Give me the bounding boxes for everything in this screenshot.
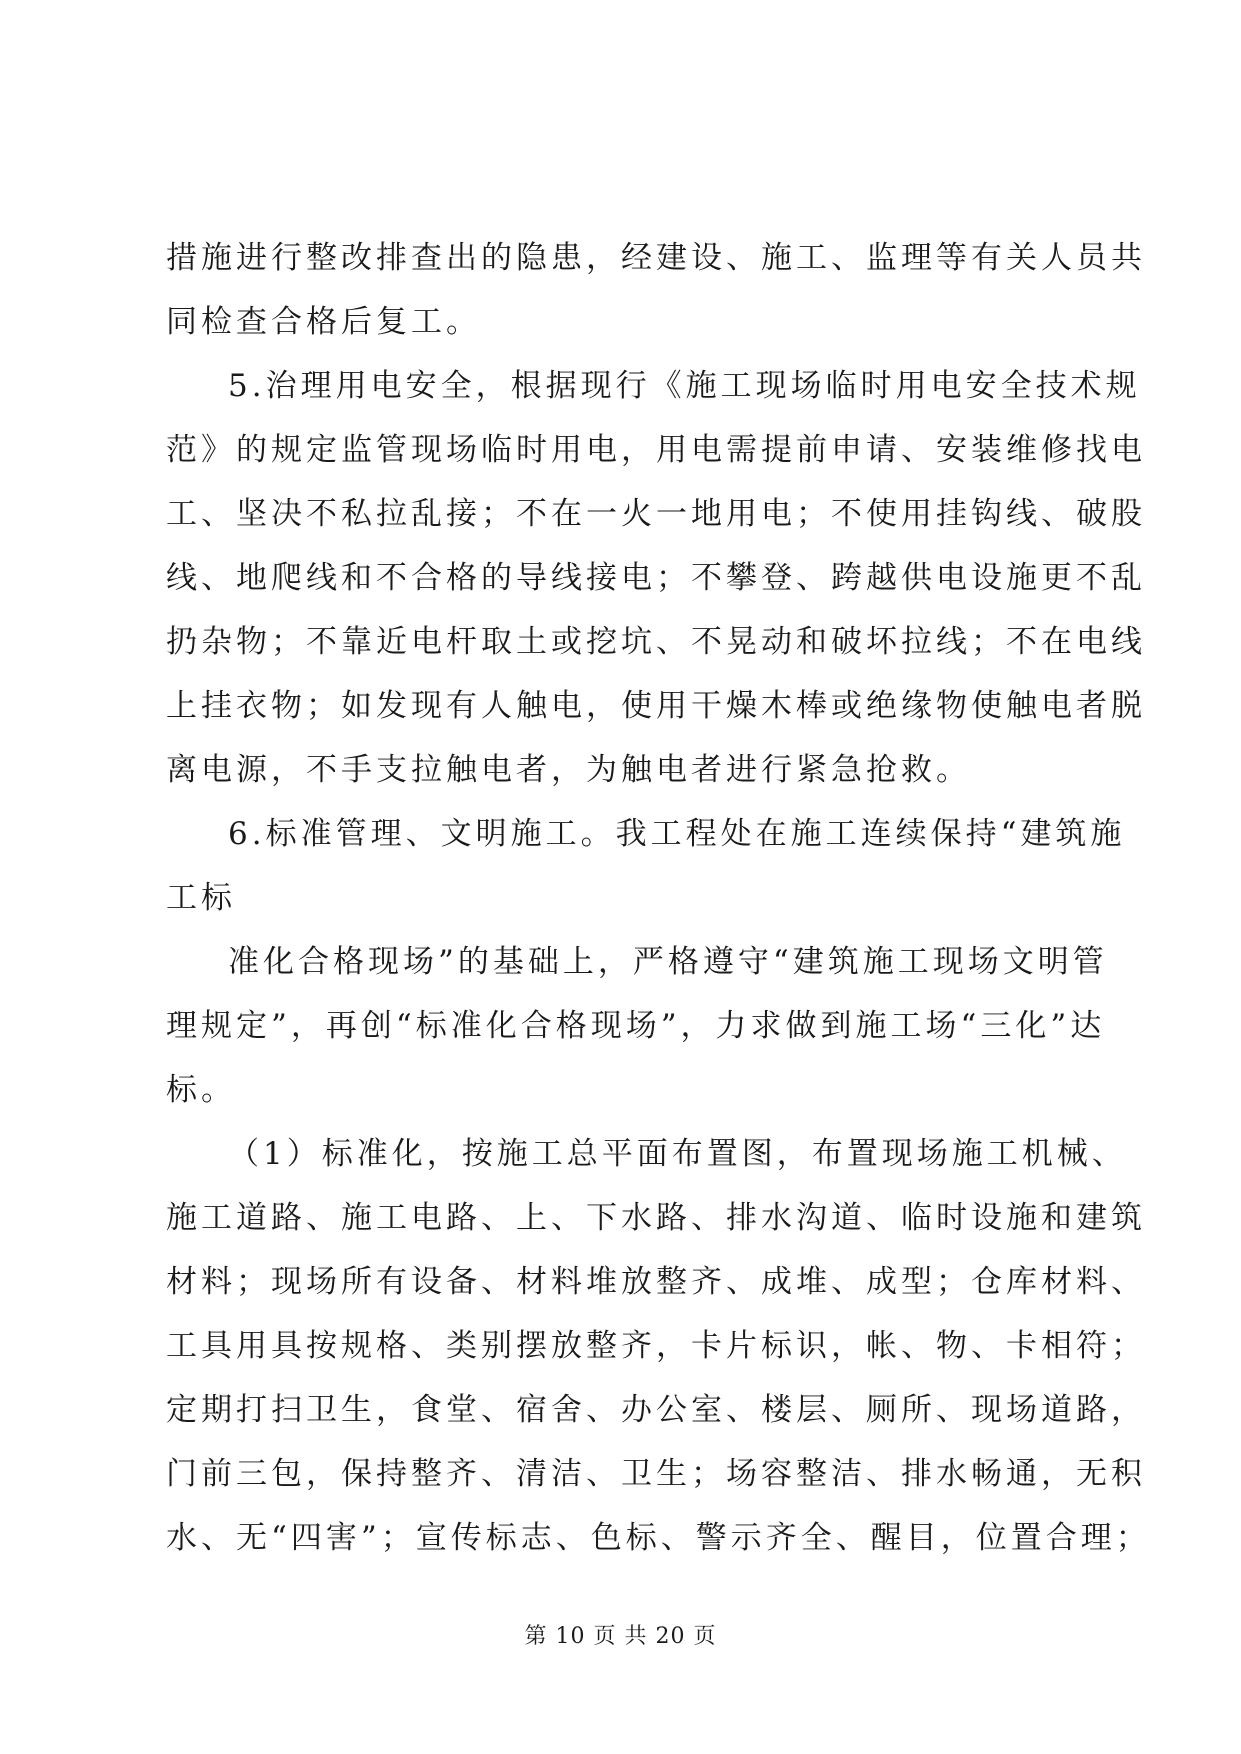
text-line: 离电源，不手支拉触电者，为触电者进行紧急抢救。 bbox=[166, 752, 971, 788]
text-line: 6.标准管理、文明施工。我工程处在施工连续保持“建筑施 bbox=[228, 816, 1126, 852]
text-line: 同检查合格后复工。 bbox=[166, 304, 481, 340]
text-line: 施工道路、施工电路、上、下水路、排水沟道、临时设施和建筑 bbox=[166, 1200, 1146, 1236]
text-line: 线、地爬线和不合格的导线接电；不攀登、跨越供电设施更不乱 bbox=[166, 560, 1146, 596]
text-line: 工、坚决不私拉乱接；不在一火一地用电；不使用挂钩线、破股 bbox=[166, 496, 1146, 532]
text-line: 水、无“四害”；宣传标志、色标、警示齐全、醒目，位置合理； bbox=[166, 1520, 1151, 1556]
text-line: 措施进行整改排查出的隐患，经建设、施工、监理等有关人员共 bbox=[166, 240, 1146, 276]
text-line: 范》的规定监管现场临时用电，用电需提前申请、安装维修找电 bbox=[166, 432, 1146, 468]
text-line: 定期打扫卫生，食堂、宿舍、办公室、楼层、厕所、现场道路， bbox=[166, 1392, 1146, 1428]
page-footer: 第 10 页 共 20 页 bbox=[524, 1624, 717, 1649]
body-text bbox=[166, 226, 1151, 1570]
text-line: 工具用具按规格、类别摆放整齐，卡片标识，帐、物、卡相符； bbox=[166, 1328, 1146, 1364]
text-line: 标。 bbox=[166, 1072, 236, 1108]
text-line: 理规定”，再创“标准化合格现场”，力求做到施工场“三化”达 bbox=[166, 1008, 1106, 1044]
text-line: 准化合格现场”的基础上，严格遵守“建筑施工现场文明管 bbox=[228, 944, 1108, 980]
text-line: 材料；现场所有设备、材料堆放整齐、成堆、成型；仓库材料、 bbox=[166, 1264, 1146, 1300]
text-line: 扔杂物；不靠近电杆取土或挖坑、不晃动和破坏拉线；不在电线 bbox=[166, 624, 1146, 660]
text-line: 门前三包，保持整齐、清洁、卫生；场容整洁、排水畅通，无积 bbox=[166, 1456, 1146, 1492]
text-line: 上挂衣物；如发现有人触电，使用干燥木棒或绝缘物使触电者脱 bbox=[166, 688, 1146, 724]
text-line: 5.治理用电安全，根据现行《施工现场临时用电安全技术规 bbox=[228, 368, 1141, 404]
text-line: （1）标准化，按施工总平面布置图，布置现场施工机械、 bbox=[228, 1136, 1127, 1172]
text-line: 工标 bbox=[166, 880, 236, 916]
